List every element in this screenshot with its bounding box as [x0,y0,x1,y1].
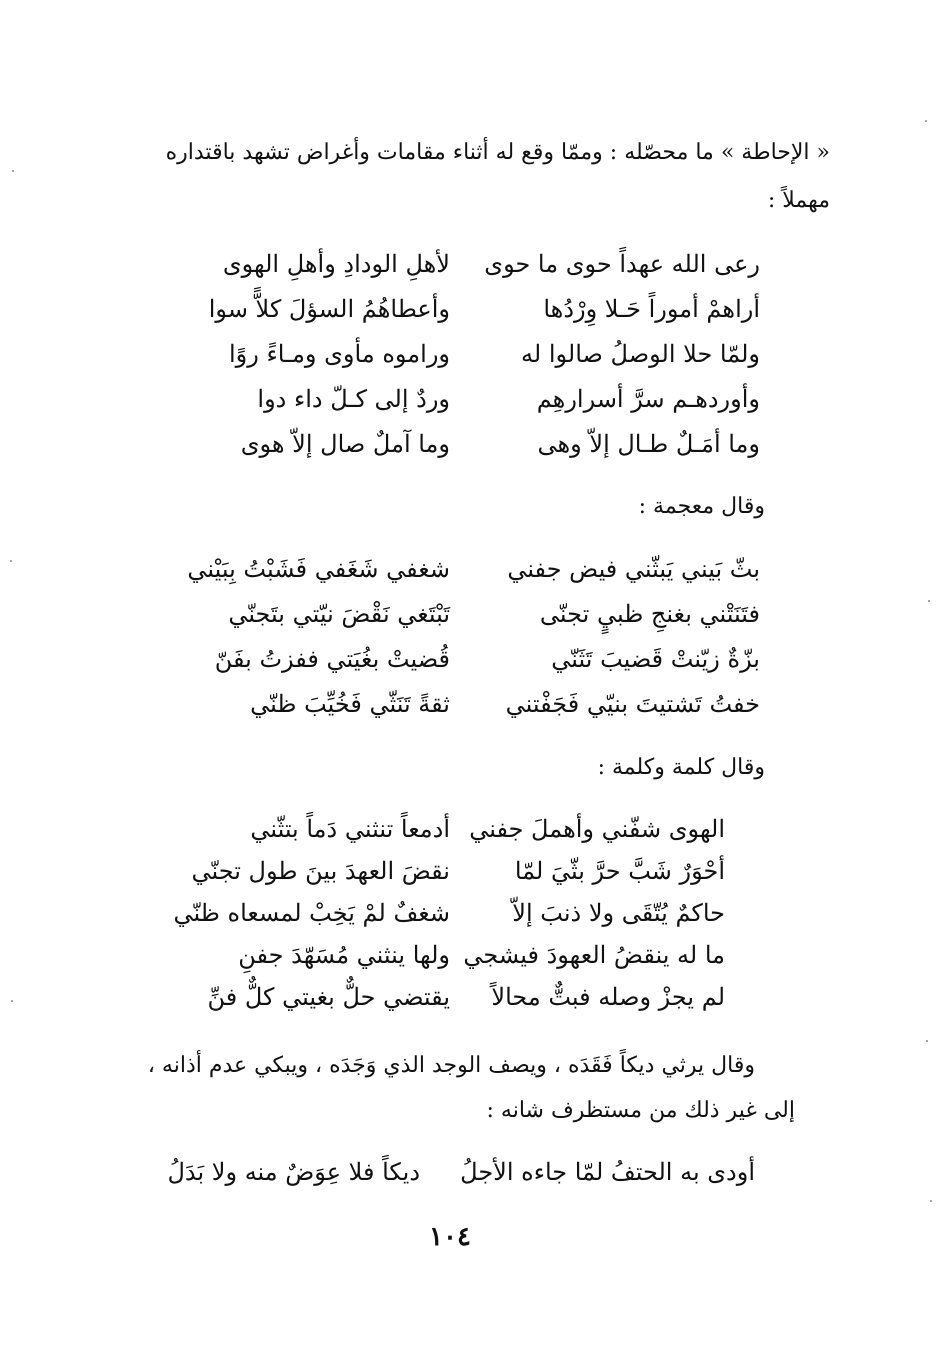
verse-row [0,250,940,290]
verse-hemistich-right: ما له ينقضُ العهودَ فيشجي [463,941,725,969]
verse-row [0,430,940,470]
heading-muajjama: وقال معجمة : [638,494,765,519]
verse-hemistich-left: وما آملٌ صال إلاّ هوى [240,430,450,458]
verse-row [0,600,940,640]
page-number: ١٠٤ [429,1222,471,1252]
verse-row [0,983,940,1023]
verse-hemistich-left: وردٌ إلى كـلّ داء دوا [257,385,450,413]
verse-hemistich-right: وما أمَـلٌ طـال إلاّ وهى [537,430,760,458]
verse-hemistich-right: الهوى شفّني وأهملَ جفني [469,815,725,843]
intro-line-1: « الإحاطة » ما محصّله : وممّا وقع له أثناء مقامات وأغراض تشهد باقتداره [165,140,830,165]
scan-speck [928,600,930,602]
intro-line-2: مهملاً : [767,188,830,213]
verse-row [0,941,940,981]
verse-row [0,555,940,595]
verse-row [0,1158,940,1198]
verse-hemistich-left: ثقةً تَنَثّي فَخُيِّبَ ظنّي [250,690,450,718]
prose-line-2: إلى غير ذلك من مستظرف شانه : [486,1098,795,1123]
verse-hemistich-left: نقضَ العهدَ بينَ طول تجنّي [191,857,450,885]
verse-row [0,340,940,380]
prose-line-1: وقال يرثي ديكاً فَقَدَه ، ويصف الوجد الذي وَجَدَه ، ويبكي عدم أذانه ، [147,1053,755,1078]
verse-hemistich-right: بزّةٌ زيّنتْ قَضيبَ تَثَنّي [551,645,760,673]
scan-speck [930,1200,932,1202]
scan-speck [926,1040,928,1042]
verse-hemistich-right: أراهمْ أموراً حَـلا وِرْدُها [543,295,760,323]
verse-hemistich-right: حاكمٌ يُتّقَى ولا ذنبَ إلاّ [512,899,725,927]
verse-hemistich-left: قُضيتْ بغُيَتي ففزتُ بفَنّ [214,645,450,673]
verse-hemistich-left: شغفٌ لمْ يَخِبْ لمسعاه ظنّي [173,899,450,927]
verse-row [0,295,940,335]
verse-hemistich-right: وأوردهـم سرَّ أسرارهِم [536,385,760,413]
scan-speck [12,170,14,172]
verse-hemistich-left: لأهلِ الودادِ وأهلِ الهوى [222,250,450,278]
verse-hemistich-left: تَبْتَغي نَقْضَ نيّتي بتَجنّي [228,600,450,628]
verse-row [0,899,940,939]
verse-hemistich-right: لم يجزْ وصله فبتٌّ محالاً [491,983,725,1011]
verse-row [0,815,940,855]
verse-hemistich-left: وأعطاهُمُ السؤلَ كلاًّ سوا [208,295,450,323]
verse-hemistich-right: بثّ بَيني يَبثّني فيض جفني [507,555,760,583]
verse-hemistich-right: أودى به الحتفُ لمّا جاءه الأجلُ [460,1158,755,1186]
scan-speck [10,560,12,562]
heading-kalima: وقال كلمة وكلمة : [597,755,765,780]
verse-hemistich-left: ولها ينثني مُسَهّدَ جفنِ [238,941,450,969]
verse-hemistich-left: يقتضي حلٌّ بغيتي كلٌّ فنِّ [207,983,450,1011]
verse-row [0,857,940,897]
verse-hemistich-right: خفتُ تَشتيتَ بنيّي فَجَفْتني [505,690,760,718]
verse-hemistich-right: أحْوَرٌ شَبَّ حرَّ بثّيَ لمّا [514,857,725,885]
verse-row [0,385,940,425]
verse-hemistich-right: فتَنَتْني بغنجِ ظبيٍ تجنّى [539,600,760,628]
verse-hemistich-left: ديكاً فلا عِوَضٌ منه ولا بَدَلُ [167,1158,420,1186]
verse-hemistich-right: ولمّا حلا الوصلُ صالوا له [521,340,760,368]
verse-hemistich-right: رعى الله عهداً حوى ما حوى [484,250,760,278]
scan-speck [925,120,927,122]
scan-speck [11,1000,13,1002]
verse-hemistich-left: وراموه مأوى ومـاءً روًا [228,340,450,368]
verse-row [0,690,940,730]
verse-hemistich-left: أدمعاً تنثني دَماً بتثّني [250,815,450,843]
verse-row [0,645,940,685]
verse-hemistich-left: شغفي شَغَفي فَشَبْتُ بِبَيْني [187,555,450,583]
